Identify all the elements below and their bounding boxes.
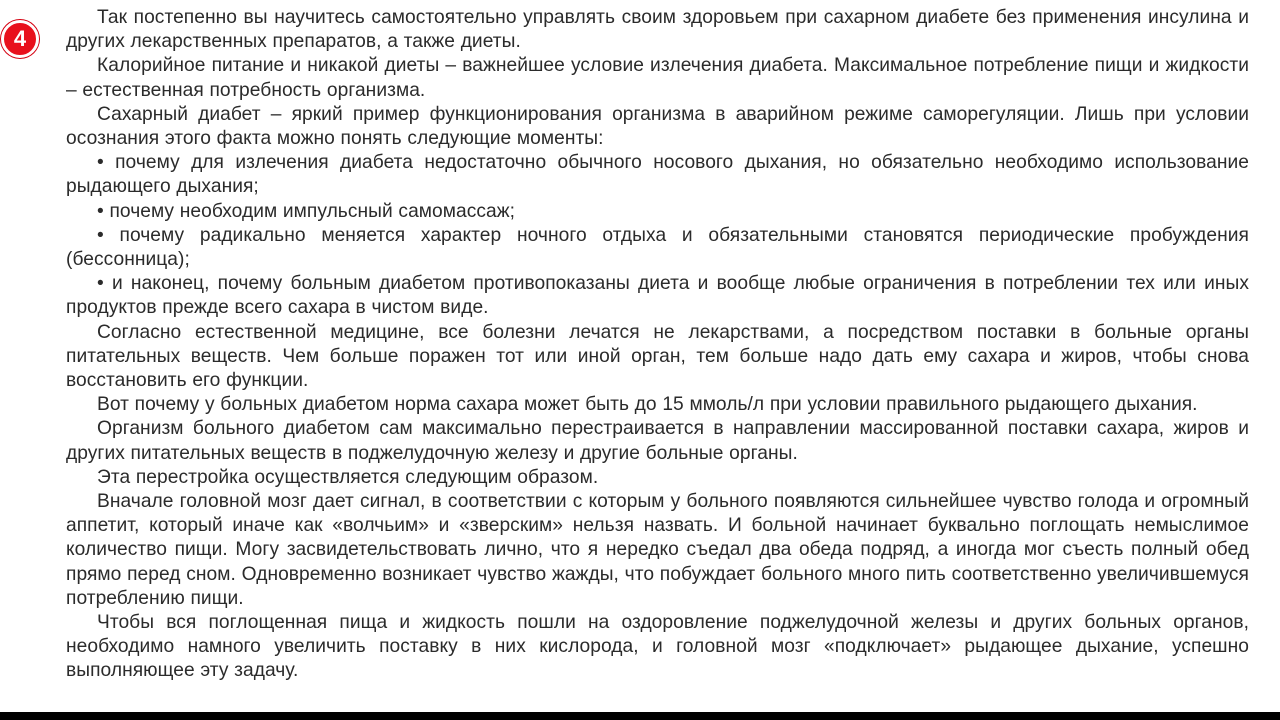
paragraph: Согласно естественной медицине, все болезни лечатся не лекарствами, а посредством поставки в больные органы питательных веществ. Чем больше поражен тот или иной орган, тем больше надо дать ему сахара и жиров, чтобы снова восстановить его функции. xyxy=(66,321,1249,392)
bullet-item: • и наконец, почему больным диабетом противопоказаны диета и вообще любые ограничения в потреблении тех или иных продуктов прежде всего сахара в чистом виде. xyxy=(66,273,1249,319)
page-number-badge: 4 xyxy=(1,20,39,58)
bottom-edge-bar xyxy=(0,712,1280,720)
paragraph: Эта перестройка осуществляется следующим образом. xyxy=(97,466,599,488)
paragraph: Вот почему у больных диабетом норма сахара может быть до 15 ммоль/л при условии правильного рыдающего дыхания. xyxy=(97,394,1198,416)
bullet-item: • почему необходим импульсный самомассаж; xyxy=(97,200,515,222)
paragraph: Чтобы вся поглощенная пища и жидкость пошли на оздоровление поджелудочной железы и других больных органов, необходимо намного увеличить поставку в них кислорода, и головной мозг «подключает» рыдающее дыхание, успешно выполняющее эту задачу. xyxy=(66,612,1249,682)
bullet-item: • почему для излечения диабета недостаточно обычного носового дыхания, но обязательно необходимо использование рыдающего дыхания; xyxy=(66,152,1249,198)
bullet-item: • почему радикально меняется характер ночного отдыха и обязательными становятся периодические пробуждения (бессонница); xyxy=(66,224,1249,271)
paragraph: Сахарный диабет – яркий пример функционирования организма в аварийном режиме саморегуляции. Лишь при условии осознания этого факта можно понять следующие моменты: xyxy=(66,103,1249,150)
document-text xyxy=(66,6,1249,684)
paragraph: Вначале головной мозг дает сигнал, в соответствии с которым у больного появляются сильнейшее чувство голода и огромный аппетит, который иначе как «волчьим» и «зверским» нельзя назвать. И больной начинает буквально поглощать немыслимое количество пищи. Могу засвидетельствовать лично, что я нередко съедал два обеда подряд, а иногда мог съесть полный обед прямо перед сном. Одновременно возникает чувство жажды, что побуждает больного много пить соответственно увеличившемуся потреблению пищи. xyxy=(66,491,1249,609)
paragraph: Так постепенно вы научитесь самостоятельно управлять своим здоровьем при сахарном диабете без применения инсулина и других лекарственных препаратов, а также диеты. xyxy=(66,7,1249,53)
paragraph: Организм больного диабетом сам максимально перестраивается в направлении массированной поставки сахара, жиров и других питательных веществ в поджелудочную железу и другие больные органы. xyxy=(66,418,1249,464)
paragraph: Калорийное питание и никакой диеты – важнейшее условие излечения диабета. Максимальное потребление пищи и жидкости – естественная потребность организма. xyxy=(66,55,1249,101)
